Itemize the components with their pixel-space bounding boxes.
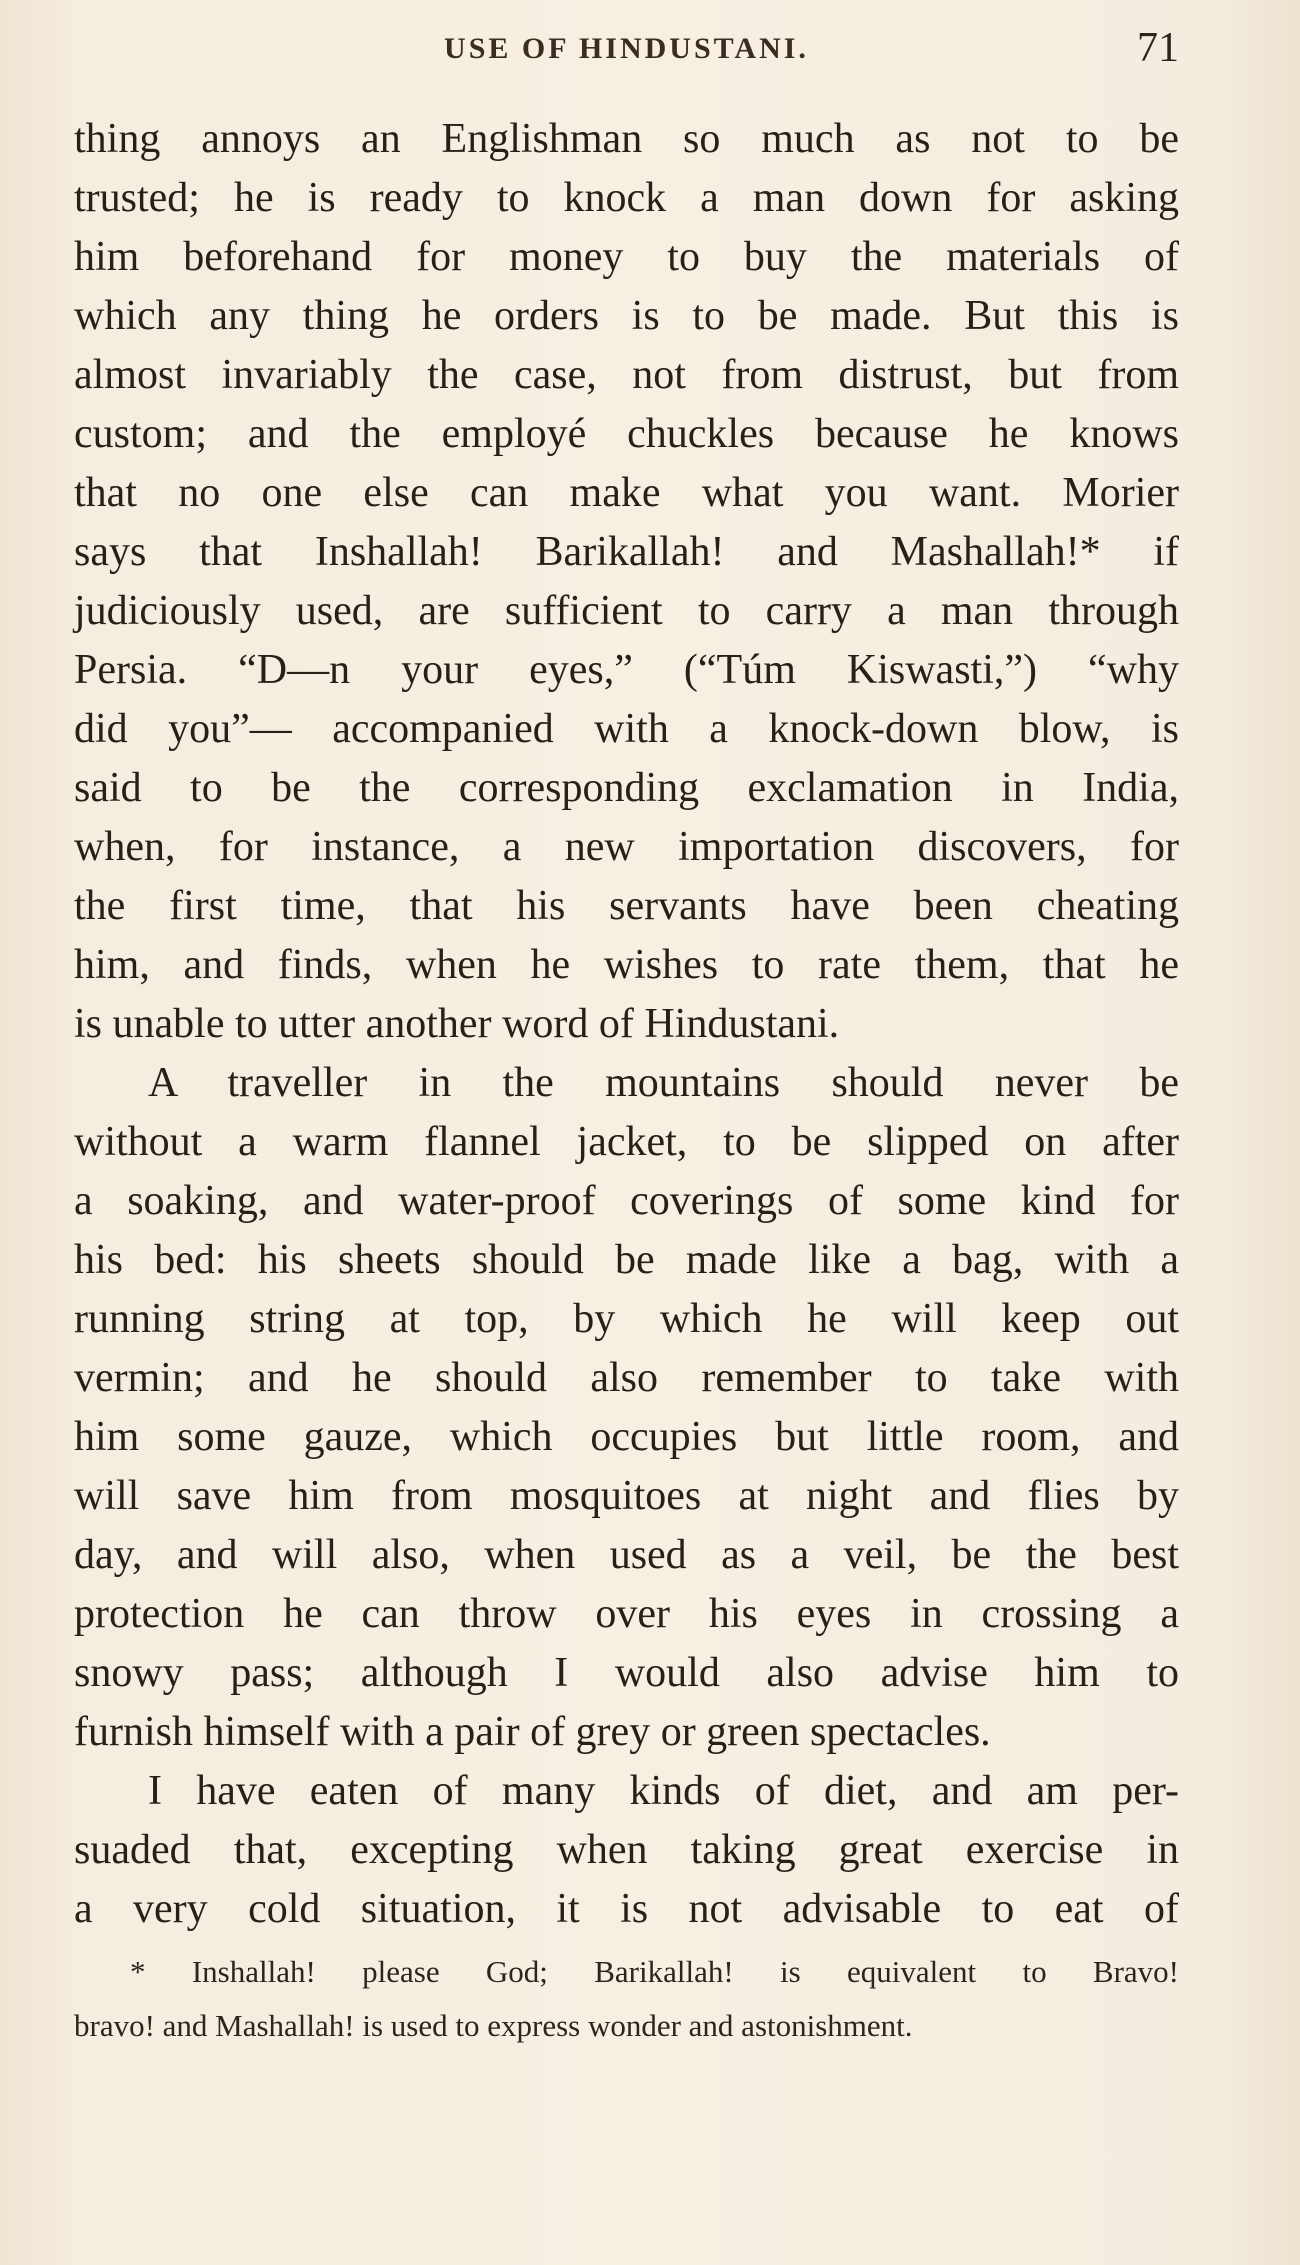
text-line: day, and will also, when used as a veil, be the best bbox=[74, 1532, 1179, 1578]
text-line: suaded that, excepting when taking great exercise in bbox=[74, 1827, 1179, 1873]
text-line: him some gauze, which occupies but little room, and bbox=[74, 1414, 1179, 1460]
text-line: that no one else can make what you want. Morier bbox=[74, 470, 1179, 516]
text-line: thing annoys an Englishman so much as not to be bbox=[74, 116, 1179, 162]
footnote-line: bravo! and Mashallah! is used to express wonder and astonishment. bbox=[74, 2008, 913, 2043]
text-line: will save him from mosquitoes at night and flies by bbox=[74, 1473, 1179, 1519]
text-line: him, and finds, when he wishes to rate them, that he bbox=[74, 942, 1179, 988]
text-line: him beforehand for money to buy the materials of bbox=[74, 234, 1179, 280]
text-line: said to be the corresponding exclamation in India, bbox=[74, 765, 1179, 811]
text-line: I have eaten of many kinds of diet, and am per- bbox=[148, 1768, 1179, 1814]
running-title: USE OF HINDUSTANI. bbox=[444, 32, 809, 65]
text-line: Persia. “D—n your eyes,” (“Túm Kiswasti,”) “why bbox=[74, 647, 1179, 693]
text-line: snowy pass; although I would also advise him to bbox=[74, 1650, 1179, 1696]
text-line: did you”— accompanied with a knock-down blow, is bbox=[74, 706, 1179, 752]
text-line: furnish himself with a pair of grey or green spectacles. bbox=[74, 1709, 991, 1755]
page-number: 71 bbox=[1137, 25, 1179, 71]
text-line: protection he can throw over his eyes in crossing a bbox=[74, 1591, 1179, 1637]
text-line: trusted; he is ready to knock a man down for asking bbox=[74, 175, 1179, 221]
text-line: vermin; and he should also remember to take with bbox=[74, 1355, 1179, 1401]
text-line: custom; and the employé chuckles because he knows bbox=[74, 411, 1179, 457]
text-line: is unable to utter another word of Hindustani. bbox=[74, 1001, 840, 1047]
running-head bbox=[74, 22, 1179, 82]
text-line: a soaking, and water-proof coverings of some kind for bbox=[74, 1178, 1179, 1224]
text-line: his bed: his sheets should be made like a bag, with a bbox=[74, 1237, 1179, 1283]
text-line: without a warm flannel jacket, to be slipped on after bbox=[74, 1119, 1179, 1165]
body-text bbox=[74, 110, 1179, 1939]
footnote-line: * Inshallah! please God; Barikallah! is equivalent to Bravo! bbox=[130, 1954, 1179, 1989]
text-line: which any thing he orders is to be made. But this is bbox=[74, 293, 1179, 339]
text-line: a very cold situation, it is not advisable to eat of bbox=[74, 1886, 1179, 1932]
text-line: the first time, that his servants have been cheating bbox=[74, 883, 1179, 929]
text-line: running string at top, by which he will keep out bbox=[74, 1296, 1179, 1342]
text-line: A traveller in the mountains should never be bbox=[148, 1060, 1179, 1106]
text-line: says that Inshallah! Barikallah! and Mashallah!* if bbox=[74, 529, 1179, 575]
text-line: when, for instance, a new importation discovers, for bbox=[74, 824, 1179, 870]
text-line: almost invariably the case, not from distrust, but from bbox=[74, 352, 1179, 398]
footnote bbox=[74, 1945, 1179, 2053]
text-line: judiciously used, are sufficient to carry a man through bbox=[74, 588, 1179, 634]
